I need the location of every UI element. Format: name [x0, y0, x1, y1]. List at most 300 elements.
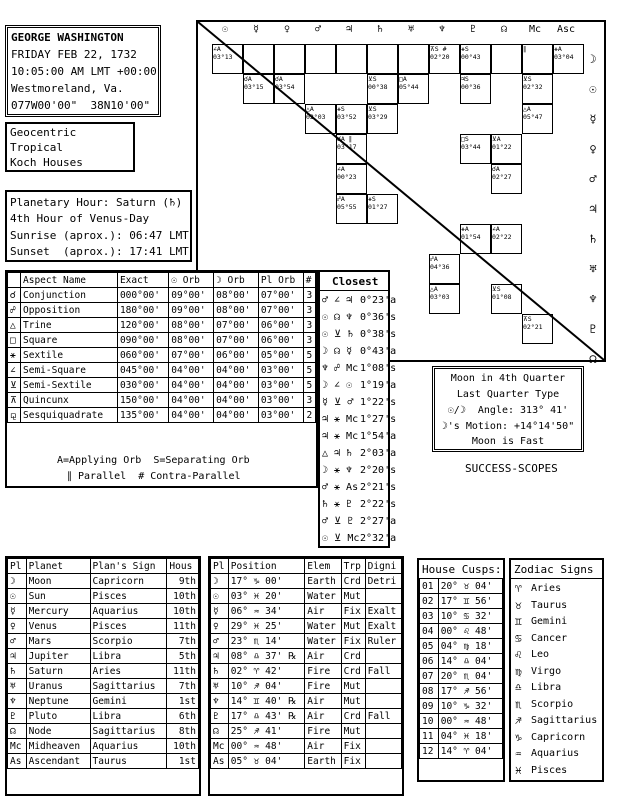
- planet-row: [8, 694, 199, 709]
- aspectarian-cell: ☌A 02°27: [491, 164, 522, 194]
- aspectarian-cell: □S 03°44: [460, 134, 491, 164]
- zodiac-signs-box: [509, 558, 604, 782]
- aspect-moon-orb: 07°00': [214, 318, 259, 333]
- house-cusp-position: 04° ♓ 18': [438, 729, 502, 744]
- position-element: Earth: [305, 754, 341, 769]
- zodiac-glyph: ♊: [515, 615, 522, 628]
- house-number: 03: [420, 609, 439, 624]
- aspect-planet-orb: 03°00': [258, 363, 303, 378]
- aspect-moon-orb-header: ☽ Orb: [214, 273, 259, 288]
- planet-row: [8, 709, 199, 724]
- aspect-moon-orb: 06°00': [214, 348, 259, 363]
- aspect-sun-orb: 09°00': [169, 288, 214, 303]
- aspectarian-cell: ∠A 02°22: [491, 224, 522, 254]
- aspectarian-side-glyph: ♀: [589, 142, 597, 156]
- aspectarian-header-glyph: ♄: [376, 24, 384, 35]
- house-cusp-row: [420, 684, 503, 699]
- position-glyph: ☉: [211, 589, 229, 604]
- position-value: 10° ♐ 04': [228, 679, 305, 694]
- planet-row: [8, 619, 199, 634]
- aspect-sun-orb: 07°00': [169, 348, 214, 363]
- planet-glyph: ♂: [8, 634, 27, 649]
- aspectarian-cell: □A 05°44: [398, 74, 429, 104]
- house-cusp-position: 04° ♍ 18': [438, 639, 502, 654]
- aspectarian-cell: [336, 44, 367, 74]
- house-cusp-position: 20° ♏ 04': [438, 669, 502, 684]
- aspect-moon-orb: 04°00': [214, 363, 259, 378]
- house-cusp-row: [420, 624, 503, 639]
- aspect-exact: 045°00': [117, 363, 168, 378]
- zodiac-name: Sagittarius: [531, 715, 598, 726]
- position-value: 25° ♐ 41': [228, 724, 305, 739]
- zodiac-glyph: ♓: [515, 763, 522, 777]
- closest-aspect-pair: ☉ ☊ ♆: [322, 312, 353, 323]
- aspectarian-cell: △A 03°03: [429, 284, 460, 314]
- aspectarian-side-glyph: ♅: [589, 262, 597, 276]
- aspectarian-cell: ♃S 00°36: [460, 74, 491, 104]
- system-box: [5, 122, 135, 172]
- zodiac-glyph: ♉: [515, 598, 522, 612]
- position-dignity: [365, 649, 401, 664]
- position-glyph: ♄: [211, 664, 229, 679]
- aspect-row: [8, 288, 316, 303]
- position-element: Air: [305, 739, 341, 754]
- aspect-legend-orb: A=Applying Orb S=Separating Orb: [57, 455, 250, 466]
- planet-house: 9th: [167, 574, 199, 589]
- position-triplicity: Fix: [341, 739, 365, 754]
- closest-aspect-orb: 0°36's: [360, 312, 397, 323]
- house-cusp-row: [420, 669, 503, 684]
- planet-name: Moon: [26, 574, 90, 589]
- aspectarian-cell: ⊼S # 02°20: [429, 44, 460, 74]
- zodiac-name: Scorpio: [531, 698, 574, 710]
- aspectarian-cell: ⊻S 03°29: [367, 104, 398, 134]
- planet-glyph: Mc: [8, 739, 27, 754]
- closest-aspect-orb: 2°22's: [360, 499, 397, 510]
- position-element: Fire: [305, 679, 341, 694]
- aspectarian-cell: ⊻S 02°32: [522, 74, 553, 104]
- positions-table: [210, 558, 402, 769]
- position-dignity: Detri: [365, 574, 401, 589]
- aspect-planet-orb: 05°00': [258, 348, 303, 363]
- sunset-line: Sunset (aprox.): 17:41 LMT: [10, 245, 189, 258]
- aspect-glyph: ☌: [8, 288, 21, 303]
- house-cusp-position: 17° ♊ 56': [438, 594, 502, 609]
- aspect-moon-orb: 07°00': [214, 333, 259, 348]
- aspectarian-cell: ⊻A 01°22: [491, 134, 522, 164]
- planet-house: 7th: [167, 679, 199, 694]
- house-cusp-row: [420, 639, 503, 654]
- aspect-glyph: ⊻: [8, 378, 21, 393]
- house-number: 04: [420, 624, 439, 639]
- aspectarian-cell: ⚹S 01°27: [367, 194, 398, 224]
- planet-row: [8, 679, 199, 694]
- aspect-moon-orb: 04°00': [214, 408, 259, 423]
- aspect-name: Opposition: [21, 303, 118, 318]
- position-row: [211, 649, 402, 664]
- house-cusp-row: [420, 729, 503, 744]
- aspectarian-side-glyph: ♃: [589, 202, 597, 216]
- position-row: [211, 664, 402, 679]
- closest-aspect-pair: ☽ ⚹ ♆: [322, 465, 353, 476]
- position-row: [211, 679, 402, 694]
- planet-row: [8, 634, 199, 649]
- planet-name: Sun: [26, 589, 90, 604]
- planet-row: [8, 739, 199, 754]
- position-value: 06° ♒ 34': [228, 604, 305, 619]
- aspect-count: 3: [303, 333, 315, 348]
- planet-row: [8, 649, 199, 664]
- aspect-exact: 150°00': [117, 393, 168, 408]
- position-dignity: Exalt: [365, 604, 401, 619]
- birth-time: 10:05:00 AM LMT +00:00: [11, 65, 157, 78]
- house-cusp-row: [420, 714, 503, 729]
- planets-body: [8, 574, 199, 769]
- planet-sign: Capricorn: [90, 574, 167, 589]
- position-element: Fire: [305, 724, 341, 739]
- aspectarian-cell: ∠A 00°23: [336, 164, 367, 194]
- aspect-definitions-table: [7, 272, 316, 423]
- position-glyph: ☿: [211, 604, 229, 619]
- house-number: 07: [420, 669, 439, 684]
- position-triplicity: Mut: [341, 589, 365, 604]
- planet-house: 10th: [167, 739, 199, 754]
- planets-name-header: Planet: [26, 559, 90, 574]
- planet-name: Uranus: [26, 679, 90, 694]
- position-dignity: [365, 724, 401, 739]
- aspect-planet-orb: 07°00': [258, 288, 303, 303]
- position-value: 14° ♊ 40' ℞: [228, 694, 305, 709]
- positions-triplicity-header: Trp: [341, 559, 365, 574]
- position-value: 02° ♈ 42': [228, 664, 305, 679]
- position-row: [211, 754, 402, 769]
- closest-aspect-pair: ♃ ⚹ Mc: [322, 431, 359, 442]
- house-cusp-position: 00° ♌ 48': [438, 624, 502, 639]
- aspect-sun-orb: 09°00': [169, 303, 214, 318]
- aspectarian-cell: [491, 44, 522, 74]
- house-cusps-box: [417, 558, 505, 782]
- aspect-definitions-box: [5, 270, 318, 488]
- positions-element-header: Elem: [305, 559, 341, 574]
- position-element: Air: [305, 709, 341, 724]
- position-triplicity: Crd: [341, 574, 365, 589]
- planet-name: Mercury: [26, 604, 90, 619]
- aspectarian-cell: ⊻S 00°38: [367, 74, 398, 104]
- aspect-exact-header: Exact: [117, 273, 168, 288]
- position-dignity: Fall: [365, 664, 401, 679]
- closest-divider: [320, 290, 388, 291]
- position-value: 00° ♒ 48': [228, 739, 305, 754]
- aspect-count: 5: [303, 363, 315, 378]
- aspectarian-cell: △A 05°47: [522, 104, 553, 134]
- closest-aspect-orb: 1°08's: [360, 363, 397, 374]
- planet-house: 1st: [167, 694, 199, 709]
- planet-row: [8, 724, 199, 739]
- aspectarian-cell: ∥: [522, 44, 553, 74]
- zodiac-name: Aquarius: [531, 748, 580, 759]
- position-glyph: ♀: [211, 619, 229, 634]
- zodiac-name: Cancer: [531, 632, 568, 644]
- planet-sign: Pisces: [90, 619, 167, 634]
- position-triplicity: Crd: [341, 664, 365, 679]
- position-triplicity: Mut: [341, 724, 365, 739]
- aspect-name: Semi-Sextile: [21, 378, 118, 393]
- zodiac-glyph: ♑: [515, 730, 522, 744]
- moon-motion: ☽'s Motion: +14°14'50": [441, 421, 575, 432]
- aspect-moon-orb: 04°00': [214, 393, 259, 408]
- house-number: 05: [420, 639, 439, 654]
- position-dignity: [365, 739, 401, 754]
- planet-house: 8th: [167, 724, 199, 739]
- closest-aspect-pair: ☽ ∠ ☉: [322, 380, 353, 391]
- aspectarian-cell: [243, 44, 274, 74]
- planetary-hour-line-1: Planetary Hour: Saturn (♄): [10, 196, 183, 209]
- aspect-count: 5: [303, 348, 315, 363]
- zodiac-glyph: ♏: [515, 697, 522, 711]
- zodiac-glyph: ♍: [515, 664, 522, 678]
- aspect-count: 3: [303, 318, 315, 333]
- position-dignity: [365, 694, 401, 709]
- native-name: GEORGE WASHINGTON: [11, 31, 124, 44]
- house-cusp-position: 00° ♒ 48': [438, 714, 502, 729]
- planet-house: 5th: [167, 649, 199, 664]
- aspect-exact: 180°00': [117, 303, 168, 318]
- aspect-glyph-header: [8, 273, 21, 288]
- planetary-hour-box: [5, 190, 192, 262]
- planet-name: Venus: [26, 619, 90, 634]
- planet-house: 7th: [167, 634, 199, 649]
- closest-aspect-orb: 0°38's: [360, 329, 397, 340]
- zodiac-divider: [511, 578, 602, 579]
- closest-aspect-pair: ☉ ⊻ ♄: [322, 329, 354, 340]
- aspectarian-side-glyph: ☽: [589, 52, 597, 66]
- planet-house: 6th: [167, 709, 199, 724]
- aspectarian-side-glyph: ♇: [589, 322, 597, 336]
- birth-place: Westmoreland, Va.: [11, 82, 124, 95]
- planet-name: Pluto: [26, 709, 90, 724]
- aspectarian-cell: ⚹S 00°43: [460, 44, 491, 74]
- house-number: 12: [420, 744, 439, 759]
- planet-row: [8, 604, 199, 619]
- birth-date: FRIDAY FEB 22, 1732: [11, 48, 137, 61]
- house-cusp-row: [420, 654, 503, 669]
- planet-sign: Scorpio: [90, 634, 167, 649]
- house-number: 06: [420, 654, 439, 669]
- planets-box: [5, 556, 201, 796]
- aspectarian-cell: ⚹A 01°54: [460, 224, 491, 254]
- chart-header: [5, 25, 161, 117]
- zodiac-glyph: ♈: [515, 582, 522, 595]
- positions-box: [208, 556, 404, 796]
- position-element: Air: [305, 604, 341, 619]
- aspect-planet-orb: 07°00': [258, 303, 303, 318]
- zodiac-name: Aries: [531, 583, 562, 594]
- position-triplicity: Crd: [341, 709, 365, 724]
- aspect-planet-orb-header: Pl Orb: [258, 273, 303, 288]
- aspect-glyph: △: [8, 318, 21, 333]
- position-element: Water: [305, 589, 341, 604]
- aspect-glyph: ⊼: [8, 393, 21, 408]
- planet-glyph: ☉: [8, 589, 27, 604]
- position-dignity: [365, 589, 401, 604]
- aspect-exact: 030°00': [117, 378, 168, 393]
- system-line-2: Tropical: [10, 141, 63, 154]
- sunrise-line: Sunrise (aprox.): 06:47 LMT: [10, 229, 189, 242]
- position-row: [211, 574, 402, 589]
- house-cusp-position: 10° ♋ 32': [438, 609, 502, 624]
- aspect-glyph: □: [8, 333, 21, 348]
- closest-aspect-orb: 1°54'a: [360, 431, 397, 442]
- aspect-planet-orb: 03°00': [258, 408, 303, 423]
- closest-aspect-orb: 2°21's: [360, 482, 397, 493]
- aspectarian-side-glyph: ♄: [589, 232, 597, 246]
- position-triplicity: Crd: [341, 649, 365, 664]
- aspectarian-cell: ∠A 03°13: [212, 44, 243, 74]
- aspect-row: [8, 363, 316, 378]
- aspect-name: Semi-Square: [21, 363, 118, 378]
- aspectarian-cell: ⚹A 03°04: [553, 44, 584, 74]
- planet-name: Mars: [26, 634, 90, 649]
- aspectarian-cell: ⊻S 01°08: [491, 284, 522, 314]
- position-glyph: ☊: [211, 724, 229, 739]
- position-dignity: [365, 679, 401, 694]
- aspectarian-header-glyph: ♀: [283, 24, 291, 35]
- closest-aspect-pair: ♂ ⊻ ♇: [322, 516, 354, 527]
- position-triplicity: Fix: [341, 634, 365, 649]
- aspectarian-header-glyph: ♃: [345, 24, 353, 35]
- aspect-name-header: Aspect Name: [21, 273, 118, 288]
- aspectarian-header-glyph: Asc: [556, 24, 576, 35]
- aspectarian-header-glyph: ♂: [314, 24, 322, 35]
- aspectarian-cell: [274, 44, 305, 74]
- zodiac-glyph: ♎: [515, 681, 522, 694]
- planet-sign: Sagittarius: [90, 724, 167, 739]
- house-cusps-title: House Cusps:: [422, 563, 502, 576]
- closest-aspect-orb: 2°20's: [360, 465, 397, 476]
- aspect-name: Trine: [21, 318, 118, 333]
- position-row: [211, 604, 402, 619]
- aspectarian-cell: [305, 44, 336, 74]
- closest-aspect-pair: ☽ ☊ ☿: [322, 346, 353, 357]
- aspectarian-cell: ☍A 04°36: [429, 254, 460, 284]
- house-cusp-row: [420, 594, 503, 609]
- system-line-1: Geocentric: [10, 126, 77, 139]
- house-cusp-position: 14° ♈ 04': [438, 744, 502, 759]
- position-triplicity: Fix: [341, 604, 365, 619]
- position-row: [211, 634, 402, 649]
- aspect-count: 5: [303, 378, 315, 393]
- aspect-sun-orb: 04°00': [169, 363, 214, 378]
- aspect-sun-orb: 04°00': [169, 378, 214, 393]
- closest-aspect-pair: ♄ ⚹ ♇: [322, 499, 353, 510]
- aspectarian-side-glyph: ♆: [589, 292, 597, 306]
- aspect-row: [8, 348, 316, 363]
- closest-aspect-orb: 1°19'a: [360, 380, 397, 391]
- aspect-sun-orb: 04°00': [169, 393, 214, 408]
- aspect-name: Quincunx: [21, 393, 118, 408]
- position-row: [211, 619, 402, 634]
- planet-row: [8, 589, 199, 604]
- position-triplicity: Mut: [341, 619, 365, 634]
- house-cusp-row: [420, 579, 503, 594]
- position-value: 29° ♓ 25': [228, 619, 305, 634]
- planet-house: 1st: [167, 754, 199, 769]
- aspect-row: [8, 408, 316, 423]
- aspect-count: 3: [303, 288, 315, 303]
- closest-aspect-pair: ♆ ☍ Mc: [322, 363, 359, 374]
- aspect-exact: 000°00': [117, 288, 168, 303]
- aspect-sun-orb: 08°00': [169, 318, 214, 333]
- planet-name: Neptune: [26, 694, 90, 709]
- aspect-row: [8, 393, 316, 408]
- position-triplicity: Mut: [341, 694, 365, 709]
- house-cusp-position: 17° ♐ 56': [438, 684, 502, 699]
- planet-name: Saturn: [26, 664, 90, 679]
- closest-aspect-pair: △ ♃ ♄: [322, 448, 353, 459]
- zodiac-name: Capricorn: [531, 731, 586, 743]
- aspect-glyph: ⚹: [8, 348, 21, 363]
- position-dignity: Ruler: [365, 634, 401, 649]
- planet-sign: Libra: [90, 709, 167, 724]
- position-dignity: [365, 754, 401, 769]
- positions-body: [211, 574, 402, 769]
- aspect-legend-parallel: ∥ Parallel # Contra-Parallel: [67, 471, 241, 482]
- aspect-name: Sextile: [21, 348, 118, 363]
- position-glyph: ♂: [211, 634, 229, 649]
- house-cusp-position: 20° ♉ 04': [438, 579, 502, 594]
- aspectarian-cell: ☌A ∥ 03°17: [336, 134, 367, 164]
- position-value: 05° ♉ 04': [228, 754, 305, 769]
- aspect-planet-orb: 06°00': [258, 333, 303, 348]
- aspect-row: [8, 318, 316, 333]
- zodiac-glyph: ♋: [515, 631, 522, 645]
- closest-aspect-pair: ☿ ⊻ ♂: [322, 397, 354, 408]
- position-row: [211, 724, 402, 739]
- aspect-glyph: ☍: [8, 303, 21, 318]
- aspect-definitions-body: [8, 288, 316, 423]
- aspectarian-header-glyph: ☊: [500, 24, 508, 35]
- planet-sign: Aquarius: [90, 739, 167, 754]
- position-value: 03° ♓ 20': [228, 589, 305, 604]
- planets-table: [7, 558, 199, 769]
- aspect-row: [8, 378, 316, 393]
- position-glyph: ♆: [211, 694, 229, 709]
- positions-dignity-header: Digni: [365, 559, 401, 574]
- aspect-moon-orb: 08°00': [214, 303, 259, 318]
- aspectarian-cell: ☌A 03°54: [274, 74, 305, 104]
- planet-sign: Sagittarius: [90, 679, 167, 694]
- position-value: 17° ♑ 00': [228, 574, 305, 589]
- position-row: [211, 694, 402, 709]
- aspect-glyph: ⚼: [8, 408, 21, 423]
- zodiac-name: Leo: [531, 649, 550, 660]
- aspectarian-side-glyph: ☊: [589, 352, 597, 366]
- planet-glyph: ♅: [8, 679, 27, 694]
- closest-aspect-orb: 2°03'a: [360, 448, 397, 459]
- planet-name: Ascendant: [26, 754, 90, 769]
- position-element: Air: [305, 649, 341, 664]
- aspect-glyph: ∠: [8, 363, 21, 378]
- aspect-sun-orb-header: ☉ Orb: [169, 273, 214, 288]
- position-triplicity: Mut: [341, 679, 365, 694]
- aspect-count-header: #: [303, 273, 315, 288]
- moon-quarter: Moon in 4th Quarter: [450, 373, 566, 384]
- planet-house: 11th: [167, 619, 199, 634]
- birth-coords: 077W00'00" 38N10'00": [11, 99, 151, 112]
- moon-angle: ☉/☽ Angle: 313° 41': [447, 405, 569, 416]
- aspectarian-cell: ⊼S 02°21: [522, 314, 553, 344]
- position-row: [211, 739, 402, 754]
